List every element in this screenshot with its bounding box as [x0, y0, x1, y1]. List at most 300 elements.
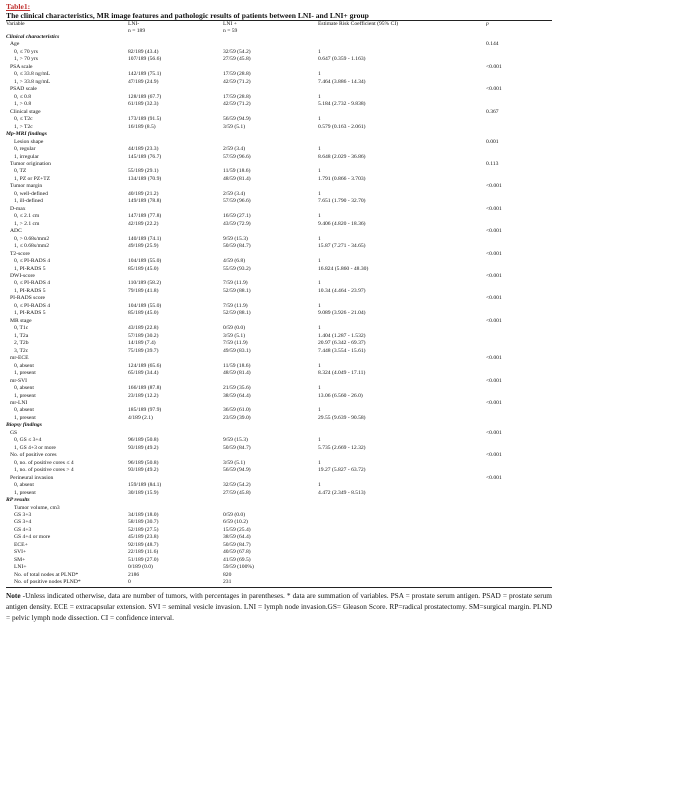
- or-cell: 7.651 (1.790 - 32.70): [318, 198, 366, 205]
- or-cell: [318, 251, 486, 258]
- lni-pos-cell: 9/59 (15.3): [223, 235, 248, 242]
- p-cell: [486, 572, 552, 579]
- bottom-rule: [6, 587, 552, 588]
- row-label: 0, TZ: [14, 168, 27, 175]
- or-cell: 1.791 (0.866 - 3.703): [318, 175, 366, 182]
- row-label: 0, absent: [14, 482, 34, 489]
- row-label: 1, irregular: [14, 153, 39, 160]
- p-cell: [486, 557, 552, 564]
- p-cell: [486, 348, 552, 355]
- row-label: Age: [10, 41, 20, 48]
- or-cell: [318, 318, 486, 325]
- section-row: [6, 131, 552, 138]
- p-cell: 0.144: [486, 41, 499, 48]
- lni-pos-cell: 42/59 (71.2): [223, 101, 251, 108]
- table-row: [6, 519, 552, 526]
- p-cell: [486, 512, 552, 519]
- or-cell: [318, 505, 486, 512]
- lni-neg-cell: [128, 86, 223, 93]
- table-row: [6, 393, 552, 400]
- note-label: Note: [6, 590, 21, 600]
- p-cell: [486, 542, 552, 549]
- lni-pos-cell: 0/59 (0.0): [223, 512, 246, 518]
- row-label: 1, present: [14, 414, 36, 421]
- row-label: 1, > 33.8 ng/mL: [14, 78, 51, 85]
- lni-pos-cell: 48/59 (81.4): [223, 370, 251, 377]
- lni-neg-cell: 75/189 (39.7): [128, 347, 159, 354]
- row-label: ADC: [10, 228, 22, 235]
- or-cell: [318, 579, 486, 586]
- lni-pos-cell: [223, 64, 318, 71]
- document-page: [6, 2, 552, 623]
- lni-pos-cell: 52/59 (88.1): [223, 287, 251, 294]
- lni-pos-cell: [223, 228, 318, 235]
- p-cell: [486, 116, 552, 123]
- lni-neg-cell: 82/189 (43.4): [128, 48, 159, 55]
- table-row: [6, 280, 552, 287]
- p-cell: [486, 325, 552, 332]
- or-cell: 1: [318, 190, 321, 197]
- variable-row: [6, 505, 552, 512]
- or-cell: [318, 206, 486, 213]
- row-label: 0, absent: [14, 385, 34, 392]
- p-cell: <0.001: [486, 63, 502, 70]
- p-cell: <0.001: [486, 295, 502, 302]
- or-cell: 9.089 (3.926 - 21.04): [318, 310, 366, 317]
- row-label: 1, PZ or PZ+TZ: [14, 175, 51, 182]
- or-cell: 8.648 (2.029 - 36.86): [318, 153, 366, 160]
- lni-pos-cell: 0/59 (0.0): [223, 325, 246, 332]
- table-row: [6, 94, 552, 101]
- row-label: Lesion shape: [14, 138, 44, 145]
- row-label: LNI+: [14, 564, 27, 571]
- lni-neg-cell: 14/189 (7.4): [128, 340, 156, 347]
- row-label: SVI+: [14, 549, 27, 556]
- lni-pos-cell: 7/59 (11.9): [223, 340, 248, 347]
- table-row: [6, 191, 552, 198]
- header-lni-pos: LNI +: [223, 21, 237, 27]
- p-cell: [486, 467, 552, 474]
- lni-pos-cell: 11/59 (18.6): [223, 362, 251, 369]
- lni-pos-cell: 3/59 (5.1): [223, 459, 246, 466]
- p-cell: [486, 445, 552, 452]
- table-row: [6, 370, 552, 377]
- lni-neg-cell: 124/189 (65.6): [128, 362, 162, 369]
- table-header: [6, 21, 552, 34]
- lni-neg-cell: [128, 161, 223, 168]
- lni-neg-cell: 110/189 (58.2): [128, 280, 162, 287]
- p-cell: <0.001: [486, 452, 502, 459]
- row-label: Tumor origination: [10, 160, 51, 167]
- or-cell: 7.464 (3.886 - 14.34): [318, 78, 366, 85]
- or-cell: [318, 527, 486, 534]
- row-label: 0, ≤ PI-RADS 4: [14, 302, 51, 309]
- lni-pos-cell: 17/59 (28.8): [223, 93, 251, 100]
- lni-pos-cell: [223, 497, 318, 504]
- row-label: 1, PI-RADS 5: [14, 287, 46, 294]
- row-label: D-max: [10, 205, 26, 212]
- variable-row: [6, 161, 552, 168]
- p-cell: [486, 288, 552, 295]
- lni-pos-cell: 50/59 (84.7): [223, 243, 251, 250]
- lni-pos-cell: 820: [223, 571, 232, 578]
- or-cell: [318, 422, 486, 429]
- lni-pos-cell: 41/59 (69.5): [223, 556, 251, 563]
- lni-neg-cell: [128, 422, 223, 429]
- p-cell: [486, 534, 552, 541]
- or-cell: [318, 572, 486, 579]
- row-label: 1, present: [14, 392, 36, 399]
- lni-neg-cell: 104/189 (55.0): [128, 258, 162, 265]
- lni-neg-cell: [128, 273, 223, 280]
- p-cell: [486, 393, 552, 400]
- p-cell: [486, 310, 552, 317]
- table-row: [6, 572, 552, 579]
- section-row: [6, 497, 552, 504]
- p-cell: [486, 176, 552, 183]
- table-row: [6, 303, 552, 310]
- or-cell: [318, 131, 486, 138]
- p-cell: <0.001: [486, 86, 502, 93]
- p-cell: [486, 437, 552, 444]
- table-row: [6, 437, 552, 444]
- or-cell: 1: [318, 459, 321, 466]
- lni-neg-cell: 96/189 (50.8): [128, 437, 159, 444]
- table-row: [6, 482, 552, 489]
- table-row: [6, 460, 552, 467]
- lni-pos-cell: [223, 505, 318, 512]
- row-label: 2, T2b: [14, 340, 29, 347]
- row-label: 1, ill-defined: [14, 198, 43, 205]
- p-cell: [486, 549, 552, 556]
- lni-pos-cell: 27/59 (45.8): [223, 56, 251, 63]
- or-cell: 15.87 (7.271 - 34.65): [318, 243, 366, 250]
- table-row: [6, 288, 552, 295]
- table-row: [6, 213, 552, 220]
- or-cell: 9.406 (4.820 - 18.36): [318, 220, 366, 227]
- lni-pos-cell: [223, 273, 318, 280]
- p-cell: [486, 519, 552, 526]
- p-cell: <0.001: [486, 474, 502, 481]
- lni-neg-cell: [128, 452, 223, 459]
- or-cell: [318, 557, 486, 564]
- lni-neg-cell: [128, 378, 223, 385]
- or-cell: 1: [318, 258, 321, 265]
- lni-neg-cell: 43/189 (22.8): [128, 325, 159, 332]
- variable-row: [6, 86, 552, 93]
- table-row: [6, 549, 552, 556]
- or-cell: 1: [318, 213, 321, 220]
- row-label: 1, > 2.1 cm: [14, 220, 40, 227]
- lni-neg-cell: [128, 109, 223, 116]
- lni-neg-cell: 185/189 (97.9): [128, 407, 162, 414]
- lni-neg-cell: [128, 355, 223, 362]
- header-p: p: [486, 21, 489, 27]
- lni-pos-cell: [223, 41, 318, 48]
- table-row: [6, 527, 552, 534]
- lni-pos-cell: [223, 34, 318, 41]
- lni-neg-cell: 4/189 (2.1): [128, 414, 153, 421]
- p-cell: [486, 280, 552, 287]
- lni-pos-cell: [223, 295, 318, 302]
- row-label: mr-SVI: [10, 377, 27, 384]
- or-cell: [318, 519, 486, 526]
- header-lni-neg-n: n = 189: [128, 28, 146, 34]
- p-cell: [486, 131, 552, 138]
- lni-neg-cell: [128, 497, 223, 504]
- lni-neg-cell: [128, 430, 223, 437]
- row-label: Clinical stage: [10, 108, 41, 115]
- p-cell: <0.001: [486, 250, 502, 257]
- variable-row: [6, 183, 552, 190]
- lni-neg-cell: [128, 206, 223, 213]
- or-cell: 1: [318, 71, 321, 78]
- row-label: GS 4+3: [14, 526, 32, 533]
- lni-neg-cell: 51/189 (27.0): [128, 556, 159, 563]
- table-row: [6, 101, 552, 108]
- table-row: [6, 116, 552, 123]
- p-cell: [486, 340, 552, 347]
- row-label: GS 4+4 or more: [14, 534, 51, 541]
- row-label: 0, ≤ 33.8 ng/mL: [14, 71, 51, 78]
- p-cell: [486, 422, 552, 429]
- or-cell: [318, 378, 486, 385]
- lni-pos-cell: [223, 139, 318, 146]
- lni-neg-cell: [128, 131, 223, 138]
- table-row: [6, 490, 552, 497]
- or-cell: [318, 109, 486, 116]
- row-label: 1, > 70 yrs: [14, 56, 38, 63]
- lni-pos-cell: [223, 206, 318, 213]
- lni-neg-cell: [128, 139, 223, 146]
- lni-pos-cell: 4/59 (6.8): [223, 258, 246, 265]
- or-cell: 29.55 (9.639 - 90.58): [318, 414, 366, 421]
- lni-pos-cell: [223, 109, 318, 116]
- or-cell: [318, 228, 486, 235]
- lni-neg-cell: 23/189 (12.2): [128, 392, 159, 399]
- lni-neg-cell: 0/189 (0.0): [128, 564, 153, 571]
- p-cell: [486, 564, 552, 571]
- or-cell: [318, 161, 486, 168]
- p-cell: [486, 213, 552, 220]
- or-cell: 13.06 (6.560 - 26.0): [318, 392, 363, 399]
- lni-neg-cell: [128, 400, 223, 407]
- row-label: Perineural invasion: [10, 474, 54, 481]
- lni-pos-cell: 32/59 (54.2): [223, 48, 251, 55]
- row-label: DWI-score: [10, 273, 35, 279]
- or-cell: 1: [318, 362, 321, 369]
- lni-neg-cell: 145/189 (76.7): [128, 153, 162, 160]
- row-label: PSA scale: [10, 63, 33, 70]
- lni-neg-cell: [128, 475, 223, 482]
- row-label: T2-score: [10, 250, 30, 257]
- lni-neg-cell: 128/189 (67.7): [128, 93, 162, 100]
- note-text: -Unless indicated otherwise, data are number of tumors, with percentages in parentheses. * data are summation of variables. PSA = prostate serum antigen. PSAD = prostate serum antigen density. ECE = extracapsular extension. SVI = seminal vesicle invasion. LNI = lymph node invasion.GS= Gleason Score. RP=radical prostatectomy. SM=surgical margin. PLND = pelvic lymph node dissection. CI = confidence interval.: [6, 590, 552, 622]
- variable-row: [6, 109, 552, 116]
- lni-pos-cell: 56/59 (94.9): [223, 467, 251, 474]
- row-label: 1, T2a: [14, 332, 29, 339]
- lni-neg-cell: [128, 318, 223, 325]
- lni-neg-cell: 61/189 (32.3): [128, 101, 159, 108]
- table-row: [6, 124, 552, 131]
- lni-pos-cell: 42/59 (71.2): [223, 78, 251, 85]
- or-cell: 1: [318, 302, 321, 309]
- lni-pos-cell: 7/59 (11.9): [223, 280, 248, 287]
- lni-neg-cell: [128, 64, 223, 71]
- lni-pos-cell: [223, 355, 318, 362]
- section-row: [6, 34, 552, 41]
- row-label: 1, PI-RADS 5: [14, 265, 46, 272]
- p-cell: [486, 333, 552, 340]
- or-cell: 1.404 (1.287 - 1.532): [318, 332, 366, 339]
- row-label: No. of positive cores: [10, 452, 57, 459]
- or-cell: [318, 542, 486, 549]
- p-cell: [486, 407, 552, 414]
- or-cell: 1: [318, 325, 321, 332]
- lni-pos-cell: [223, 161, 318, 168]
- p-cell: [486, 505, 552, 512]
- or-cell: [318, 400, 486, 407]
- row-label: No. of total nodes at PLND*: [14, 571, 79, 578]
- row-label: 0, ≤ PI-RADS 4: [14, 280, 51, 287]
- p-cell: [486, 579, 552, 586]
- lni-pos-cell: 57/59 (96.6): [223, 198, 251, 205]
- p-cell: [486, 34, 552, 41]
- lni-pos-cell: 50/59 (84.7): [223, 541, 251, 548]
- lni-neg-cell: 52/189 (27.5): [128, 526, 159, 533]
- table-row: [6, 176, 552, 183]
- or-cell: 8.324 (4.049 - 17.11): [318, 370, 366, 377]
- lni-neg-cell: 93/189 (49.2): [128, 444, 159, 451]
- lni-pos-cell: 36/59 (61.0): [223, 407, 251, 414]
- lni-neg-cell: [128, 295, 223, 302]
- variable-row: [6, 64, 552, 71]
- or-cell: [318, 273, 486, 280]
- lni-pos-cell: 43/59 (72.9): [223, 220, 251, 227]
- lni-neg-cell: 44/189 (23.3): [128, 146, 159, 153]
- or-cell: [318, 452, 486, 459]
- row-label: 1, > 0.8: [14, 101, 32, 108]
- row-label: Mp-MRI findings: [6, 131, 47, 138]
- table-row: [6, 579, 552, 586]
- or-cell: 5.735 (2.669 - 12.32): [318, 444, 366, 451]
- or-cell: [318, 86, 486, 93]
- lni-neg-cell: 49/189 (25.9): [128, 243, 159, 250]
- or-cell: 16.824 (5.860 - 48.30): [318, 265, 369, 272]
- data-table: [6, 21, 552, 587]
- row-label: 0, ≤ 0.8: [14, 93, 32, 100]
- header-lni-neg: LNI-: [128, 21, 140, 27]
- table-caption: [6, 2, 552, 20]
- or-cell: 0.647 (0.359 - 1.163): [318, 56, 366, 63]
- table-row: [6, 407, 552, 414]
- row-label: Tumor margin: [10, 183, 43, 190]
- p-cell: [486, 124, 552, 131]
- lni-neg-cell: 55/189 (29.1): [128, 168, 159, 175]
- lni-pos-cell: 15/59 (25.4): [223, 526, 251, 533]
- table-row: [6, 198, 552, 205]
- p-cell: [486, 101, 552, 108]
- table-row: [6, 221, 552, 228]
- variable-row: [6, 355, 552, 362]
- header-variable: Variable: [6, 21, 25, 27]
- lni-pos-cell: 55/59 (93.2): [223, 265, 251, 272]
- lni-neg-cell: 40/189 (21.2): [128, 190, 159, 197]
- row-label: No. of positive nodes PLND*: [14, 579, 81, 586]
- lni-pos-cell: [223, 86, 318, 93]
- lni-neg-cell: 0: [128, 579, 131, 586]
- p-cell: [486, 236, 552, 243]
- lni-pos-cell: 17/59 (28.8): [223, 71, 251, 78]
- lni-pos-cell: 9/59 (15.3): [223, 437, 248, 444]
- or-cell: [318, 139, 486, 146]
- row-label: PI-RADS score: [10, 295, 45, 302]
- lni-neg-cell: 45/189 (23.8): [128, 534, 159, 541]
- table-label: Table1:: [6, 2, 31, 11]
- or-cell: 5.184 (2.732 - 9.838): [318, 101, 366, 108]
- p-cell: [486, 56, 552, 63]
- table-row: [6, 564, 552, 571]
- table-row: [6, 168, 552, 175]
- p-cell: [486, 198, 552, 205]
- table-row: [6, 445, 552, 452]
- or-cell: [318, 512, 486, 519]
- lni-neg-cell: [128, 505, 223, 512]
- lni-neg-cell: 93/189 (49.2): [128, 467, 159, 474]
- variable-row: [6, 452, 552, 459]
- p-cell: 0.113: [486, 160, 499, 167]
- table-body: [6, 34, 552, 587]
- variable-row: [6, 206, 552, 213]
- lni-neg-cell: [128, 34, 223, 41]
- or-cell: 1: [318, 146, 321, 153]
- lni-pos-cell: 40/59 (67.8): [223, 549, 251, 556]
- variable-row: [6, 41, 552, 48]
- table-row: [6, 236, 552, 243]
- lni-pos-cell: 27/59 (45.8): [223, 489, 251, 496]
- p-cell: 0.367: [486, 108, 499, 115]
- table-row: [6, 71, 552, 78]
- p-cell: [486, 415, 552, 422]
- lni-neg-cell: 142/189 (75.1): [128, 71, 162, 78]
- or-cell: 1: [318, 385, 321, 392]
- row-label: 0, T1c: [14, 325, 29, 332]
- lni-neg-cell: 79/189 (41.8): [128, 287, 159, 294]
- p-cell: <0.001: [486, 228, 502, 235]
- p-cell: [486, 527, 552, 534]
- table-row: [6, 415, 552, 422]
- or-cell: 19.27 (5.827 - 63.72): [318, 467, 366, 474]
- table-row: [6, 258, 552, 265]
- lni-neg-cell: 65/189 (34.4): [128, 370, 159, 377]
- lni-neg-cell: [128, 251, 223, 258]
- table-row: [6, 467, 552, 474]
- row-label: GS 3+4: [14, 519, 32, 526]
- or-cell: 7.448 (3.554 - 15.61): [318, 347, 366, 354]
- lni-pos-cell: [223, 131, 318, 138]
- lni-pos-cell: [223, 400, 318, 407]
- row-label: 1, > T2c: [14, 123, 33, 130]
- lni-neg-cell: 85/189 (45.0): [128, 310, 159, 317]
- lni-pos-cell: [223, 452, 318, 459]
- or-cell: 1: [318, 168, 321, 175]
- lni-pos-cell: [223, 475, 318, 482]
- lni-neg-cell: 92/189 (48.7): [128, 541, 159, 548]
- p-cell: [486, 71, 552, 78]
- p-cell: [486, 363, 552, 370]
- variable-row: [6, 475, 552, 482]
- or-cell: 10.34 (4.464 - 23.97): [318, 287, 366, 294]
